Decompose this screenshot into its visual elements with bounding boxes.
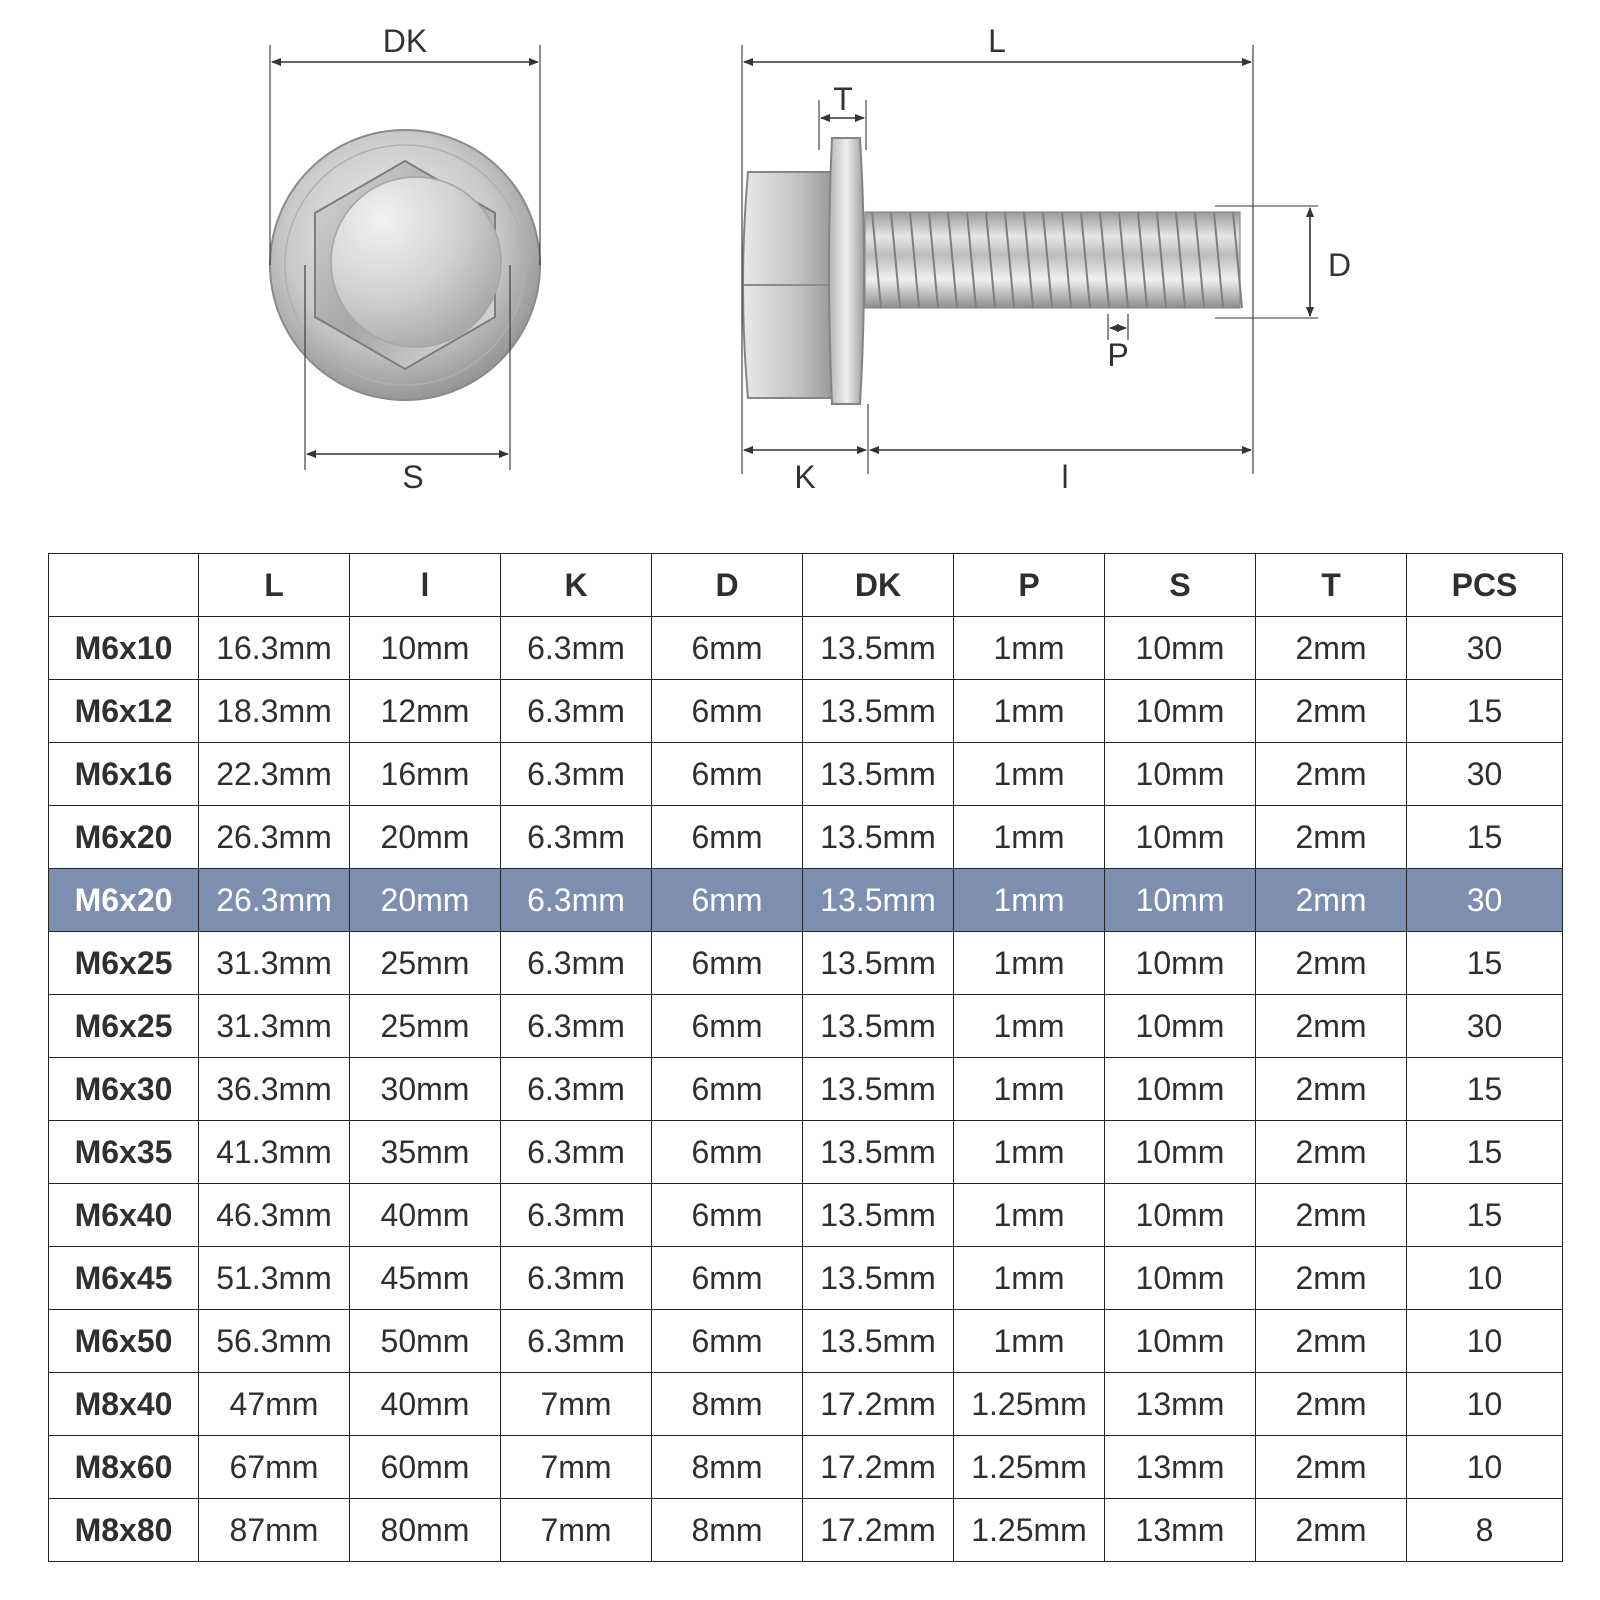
- value-cell: 6mm: [652, 869, 803, 932]
- table-row: [49, 743, 1563, 806]
- value-cell: 31.3mm: [199, 995, 350, 1058]
- value-cell: 13.5mm: [803, 1121, 954, 1184]
- value-cell: 6.3mm: [501, 932, 652, 995]
- value-cell: 6mm: [652, 806, 803, 869]
- table-row: [49, 1247, 1563, 1310]
- value-cell: 13mm: [1105, 1436, 1256, 1499]
- value-cell: 6mm: [652, 1121, 803, 1184]
- value-cell: 2mm: [1256, 617, 1407, 680]
- value-cell: 30: [1407, 617, 1563, 680]
- value-cell: 15: [1407, 1121, 1563, 1184]
- value-cell: 13.5mm: [803, 617, 954, 680]
- value-cell: 30: [1407, 869, 1563, 932]
- value-cell: 13.5mm: [803, 932, 954, 995]
- value-cell: 1.25mm: [954, 1373, 1105, 1436]
- table-row: [49, 1436, 1563, 1499]
- column-header: [49, 554, 199, 617]
- k-dimension: [744, 404, 868, 495]
- value-cell: 13mm: [1105, 1499, 1256, 1562]
- model-cell: M6x30: [49, 1058, 199, 1121]
- value-cell: 2mm: [1256, 680, 1407, 743]
- value-cell: 1mm: [954, 806, 1105, 869]
- value-cell: 2mm: [1256, 743, 1407, 806]
- bolt-dimension-diagram: [0, 0, 1600, 520]
- column-header: D: [652, 554, 803, 617]
- value-cell: 6mm: [652, 680, 803, 743]
- model-cell: M8x40: [49, 1373, 199, 1436]
- value-cell: 2mm: [1256, 1373, 1407, 1436]
- value-cell: 41.3mm: [199, 1121, 350, 1184]
- value-cell: 8mm: [652, 1373, 803, 1436]
- bolt-top-view: [270, 130, 540, 400]
- value-cell: 15: [1407, 1184, 1563, 1247]
- value-cell: 60mm: [350, 1436, 501, 1499]
- value-cell: 6.3mm: [501, 617, 652, 680]
- table-row: [49, 806, 1563, 869]
- value-cell: 6.3mm: [501, 1058, 652, 1121]
- model-cell: M6x50: [49, 1310, 199, 1373]
- value-cell: 2mm: [1256, 995, 1407, 1058]
- value-cell: 6.3mm: [501, 1247, 652, 1310]
- model-cell: M8x60: [49, 1436, 199, 1499]
- value-cell: 47mm: [199, 1373, 350, 1436]
- model-cell: M6x25: [49, 932, 199, 995]
- model-cell: M6x10: [49, 617, 199, 680]
- model-cell: M6x45: [49, 1247, 199, 1310]
- value-cell: 31.3mm: [199, 932, 350, 995]
- value-cell: 2mm: [1256, 1247, 1407, 1310]
- specification-table: [48, 553, 1563, 1562]
- value-cell: 36.3mm: [199, 1058, 350, 1121]
- value-cell: 13.5mm: [803, 806, 954, 869]
- value-cell: 87mm: [199, 1499, 350, 1562]
- t-label: T: [833, 81, 853, 117]
- value-cell: 10mm: [350, 617, 501, 680]
- s-label: S: [402, 459, 424, 495]
- l-total-label: L: [988, 23, 1006, 59]
- value-cell: 13.5mm: [803, 1247, 954, 1310]
- value-cell: 20mm: [350, 806, 501, 869]
- value-cell: 15: [1407, 932, 1563, 995]
- value-cell: 40mm: [350, 1373, 501, 1436]
- value-cell: 6mm: [652, 1310, 803, 1373]
- value-cell: 6.3mm: [501, 869, 652, 932]
- value-cell: 10mm: [1105, 932, 1256, 995]
- table-row: [49, 1310, 1563, 1373]
- value-cell: 10mm: [1105, 1310, 1256, 1373]
- value-cell: 6.3mm: [501, 806, 652, 869]
- p-label: P: [1107, 337, 1129, 373]
- value-cell: 2mm: [1256, 1310, 1407, 1373]
- value-cell: 13.5mm: [803, 995, 954, 1058]
- value-cell: 10mm: [1105, 1121, 1256, 1184]
- value-cell: 6.3mm: [501, 1184, 652, 1247]
- value-cell: 1mm: [954, 1121, 1105, 1184]
- model-cell: M6x40: [49, 1184, 199, 1247]
- table-row: [49, 617, 1563, 680]
- value-cell: 7mm: [501, 1499, 652, 1562]
- value-cell: 10mm: [1105, 680, 1256, 743]
- value-cell: 6mm: [652, 1247, 803, 1310]
- value-cell: 1mm: [954, 1184, 1105, 1247]
- value-cell: 13.5mm: [803, 1310, 954, 1373]
- value-cell: 10mm: [1105, 995, 1256, 1058]
- value-cell: 1mm: [954, 1310, 1105, 1373]
- value-cell: 1mm: [954, 743, 1105, 806]
- value-cell: 6.3mm: [501, 680, 652, 743]
- d-label: D: [1328, 247, 1352, 283]
- value-cell: 7mm: [501, 1436, 652, 1499]
- value-cell: 13.5mm: [803, 680, 954, 743]
- value-cell: 15: [1407, 680, 1563, 743]
- value-cell: 13.5mm: [803, 869, 954, 932]
- value-cell: 6mm: [652, 617, 803, 680]
- value-cell: 2mm: [1256, 932, 1407, 995]
- value-cell: 6.3mm: [501, 1121, 652, 1184]
- column-header: K: [501, 554, 652, 617]
- value-cell: 1mm: [954, 995, 1105, 1058]
- value-cell: 8mm: [652, 1436, 803, 1499]
- value-cell: 2mm: [1256, 806, 1407, 869]
- table-row: [49, 1499, 1563, 1562]
- value-cell: 1mm: [954, 1247, 1105, 1310]
- value-cell: 10: [1407, 1247, 1563, 1310]
- p-dimension: [1107, 314, 1128, 373]
- table-row: [49, 995, 1563, 1058]
- value-cell: 10: [1407, 1436, 1563, 1499]
- model-cell: M6x35: [49, 1121, 199, 1184]
- value-cell: 18.3mm: [199, 680, 350, 743]
- model-cell: M6x20: [49, 806, 199, 869]
- model-cell: M6x16: [49, 743, 199, 806]
- value-cell: 22.3mm: [199, 743, 350, 806]
- value-cell: 8mm: [652, 1499, 803, 1562]
- value-cell: 1mm: [954, 680, 1105, 743]
- value-cell: 17.2mm: [803, 1373, 954, 1436]
- column-header: L: [199, 554, 350, 617]
- value-cell: 2mm: [1256, 1121, 1407, 1184]
- column-header: S: [1105, 554, 1256, 617]
- value-cell: 2mm: [1256, 1499, 1407, 1562]
- value-cell: 45mm: [350, 1247, 501, 1310]
- value-cell: 10: [1407, 1310, 1563, 1373]
- table-row: [49, 1373, 1563, 1436]
- value-cell: 46.3mm: [199, 1184, 350, 1247]
- value-cell: 1.25mm: [954, 1499, 1105, 1562]
- model-cell: M6x12: [49, 680, 199, 743]
- value-cell: 13.5mm: [803, 1058, 954, 1121]
- value-cell: 10mm: [1105, 1247, 1256, 1310]
- value-cell: 30: [1407, 995, 1563, 1058]
- value-cell: 1mm: [954, 617, 1105, 680]
- value-cell: 1mm: [954, 932, 1105, 995]
- table-row: [49, 1184, 1563, 1247]
- value-cell: 17.2mm: [803, 1436, 954, 1499]
- value-cell: 1mm: [954, 1058, 1105, 1121]
- value-cell: 13mm: [1105, 1373, 1256, 1436]
- value-cell: 56.3mm: [199, 1310, 350, 1373]
- value-cell: 6.3mm: [501, 743, 652, 806]
- column-header: l: [350, 554, 501, 617]
- value-cell: 6mm: [652, 1058, 803, 1121]
- model-cell: M8x80: [49, 1499, 199, 1562]
- value-cell: 50mm: [350, 1310, 501, 1373]
- value-cell: 10mm: [1105, 1058, 1256, 1121]
- value-cell: 20mm: [350, 869, 501, 932]
- column-header: P: [954, 554, 1105, 617]
- value-cell: 10: [1407, 1373, 1563, 1436]
- value-cell: 2mm: [1256, 869, 1407, 932]
- value-cell: 6.3mm: [501, 1310, 652, 1373]
- value-cell: 17.2mm: [803, 1499, 954, 1562]
- table-row: [49, 680, 1563, 743]
- value-cell: 40mm: [350, 1184, 501, 1247]
- value-cell: 6mm: [652, 995, 803, 1058]
- value-cell: 1mm: [954, 869, 1105, 932]
- value-cell: 6mm: [652, 1184, 803, 1247]
- value-cell: 13.5mm: [803, 1184, 954, 1247]
- value-cell: 10mm: [1105, 869, 1256, 932]
- value-cell: 51.3mm: [199, 1247, 350, 1310]
- value-cell: 25mm: [350, 932, 501, 995]
- table-row: [49, 1058, 1563, 1121]
- model-cell: M6x25: [49, 995, 199, 1058]
- value-cell: 16mm: [350, 743, 501, 806]
- column-header: T: [1256, 554, 1407, 617]
- value-cell: 25mm: [350, 995, 501, 1058]
- value-cell: 13.5mm: [803, 743, 954, 806]
- value-cell: 2mm: [1256, 1184, 1407, 1247]
- value-cell: 35mm: [350, 1121, 501, 1184]
- table-row: [49, 1121, 1563, 1184]
- value-cell: 10mm: [1105, 806, 1256, 869]
- table-row: [49, 869, 1563, 932]
- table-header-row: [49, 554, 1563, 617]
- value-cell: 6.3mm: [501, 995, 652, 1058]
- value-cell: 16.3mm: [199, 617, 350, 680]
- model-cell: M6x20: [49, 869, 199, 932]
- l-thread-dimension: [870, 450, 1251, 495]
- k-label: K: [794, 459, 816, 495]
- table-row: [49, 932, 1563, 995]
- bolt-side-view: [743, 138, 1242, 404]
- value-cell: 10mm: [1105, 1184, 1256, 1247]
- column-header: DK: [803, 554, 954, 617]
- value-cell: 6mm: [652, 932, 803, 995]
- value-cell: 30: [1407, 743, 1563, 806]
- value-cell: 7mm: [501, 1373, 652, 1436]
- value-cell: 30mm: [350, 1058, 501, 1121]
- value-cell: 10mm: [1105, 617, 1256, 680]
- value-cell: 6mm: [652, 743, 803, 806]
- value-cell: 2mm: [1256, 1058, 1407, 1121]
- value-cell: 67mm: [199, 1436, 350, 1499]
- value-cell: 26.3mm: [199, 806, 350, 869]
- column-header: PCS: [1407, 554, 1563, 617]
- value-cell: 8: [1407, 1499, 1563, 1562]
- value-cell: 12mm: [350, 680, 501, 743]
- value-cell: 26.3mm: [199, 869, 350, 932]
- value-cell: 80mm: [350, 1499, 501, 1562]
- value-cell: 1.25mm: [954, 1436, 1105, 1499]
- value-cell: 10mm: [1105, 743, 1256, 806]
- value-cell: 2mm: [1256, 1436, 1407, 1499]
- dk-label: DK: [382, 23, 428, 59]
- l-thread-label: l: [1061, 459, 1069, 495]
- value-cell: 15: [1407, 806, 1563, 869]
- value-cell: 15: [1407, 1058, 1563, 1121]
